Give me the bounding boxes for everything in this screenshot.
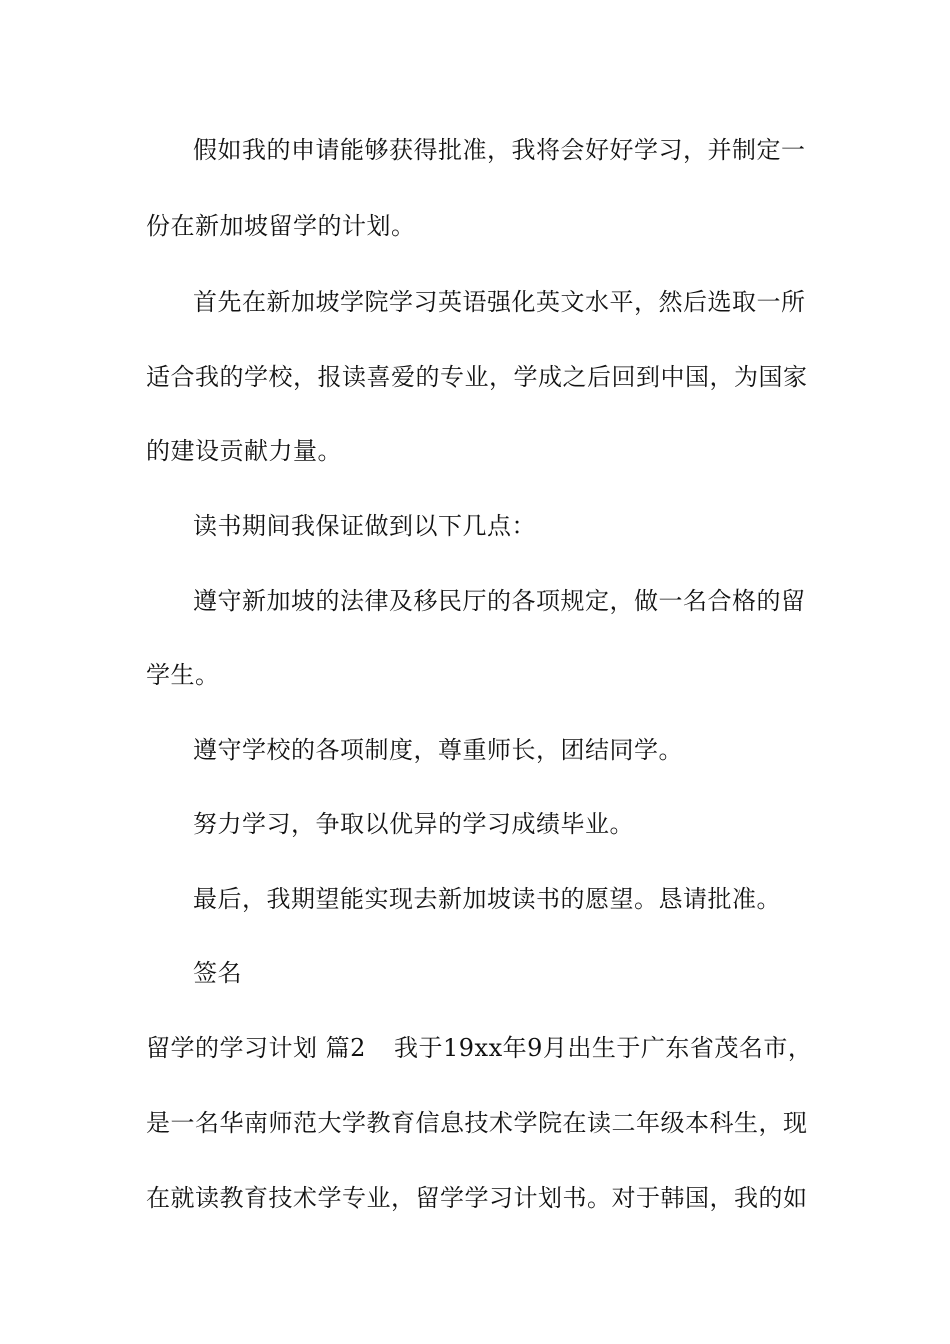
section-heading: 留学的学习计划 篇2: [146, 1034, 366, 1062]
paragraph-line: 在就读教育技术学专业，留学学习计划书。对于韩国，我的如: [146, 1184, 808, 1212]
paragraph-line: 份在新加坡留学的计划。: [146, 212, 416, 240]
signature-label: 签名: [193, 959, 242, 987]
paragraph-line: 首先在新加坡学院学习英语强化英文水平，然后选取一所: [193, 288, 806, 316]
paragraph-line: 最后，我期望能实现去新加坡读书的愿望。恳请批准。: [193, 885, 781, 913]
section-heading-line: [146, 1032, 816, 1064]
paragraph-line: 我于19xx年9月出生于广东省茂名市，: [394, 1034, 813, 1062]
paragraph-line: 假如我的申请能够获得批准，我将会好好学习，并制定一: [193, 136, 806, 164]
paragraph-line: 努力学习，争取以优异的学习成绩毕业。: [193, 810, 634, 838]
paragraph-line: 读书期间我保证做到以下几点：: [193, 512, 536, 540]
paragraph-line: 学生。: [146, 661, 220, 689]
paragraph-line: 遵守学校的各项制度，尊重师长，团结同学。: [193, 736, 683, 764]
paragraph-line: 是一名华南师范大学教育信息技术学院在读二年级本科生，现: [146, 1109, 808, 1137]
paragraph-line: 适合我的学校，报读喜爱的专业，学成之后回到中国，为国家: [146, 363, 808, 391]
paragraph-line: 的建设贡献力量。: [146, 437, 342, 465]
paragraph-line: 遵守新加坡的法律及移民厅的各项规定，做一名合格的留: [193, 587, 806, 615]
